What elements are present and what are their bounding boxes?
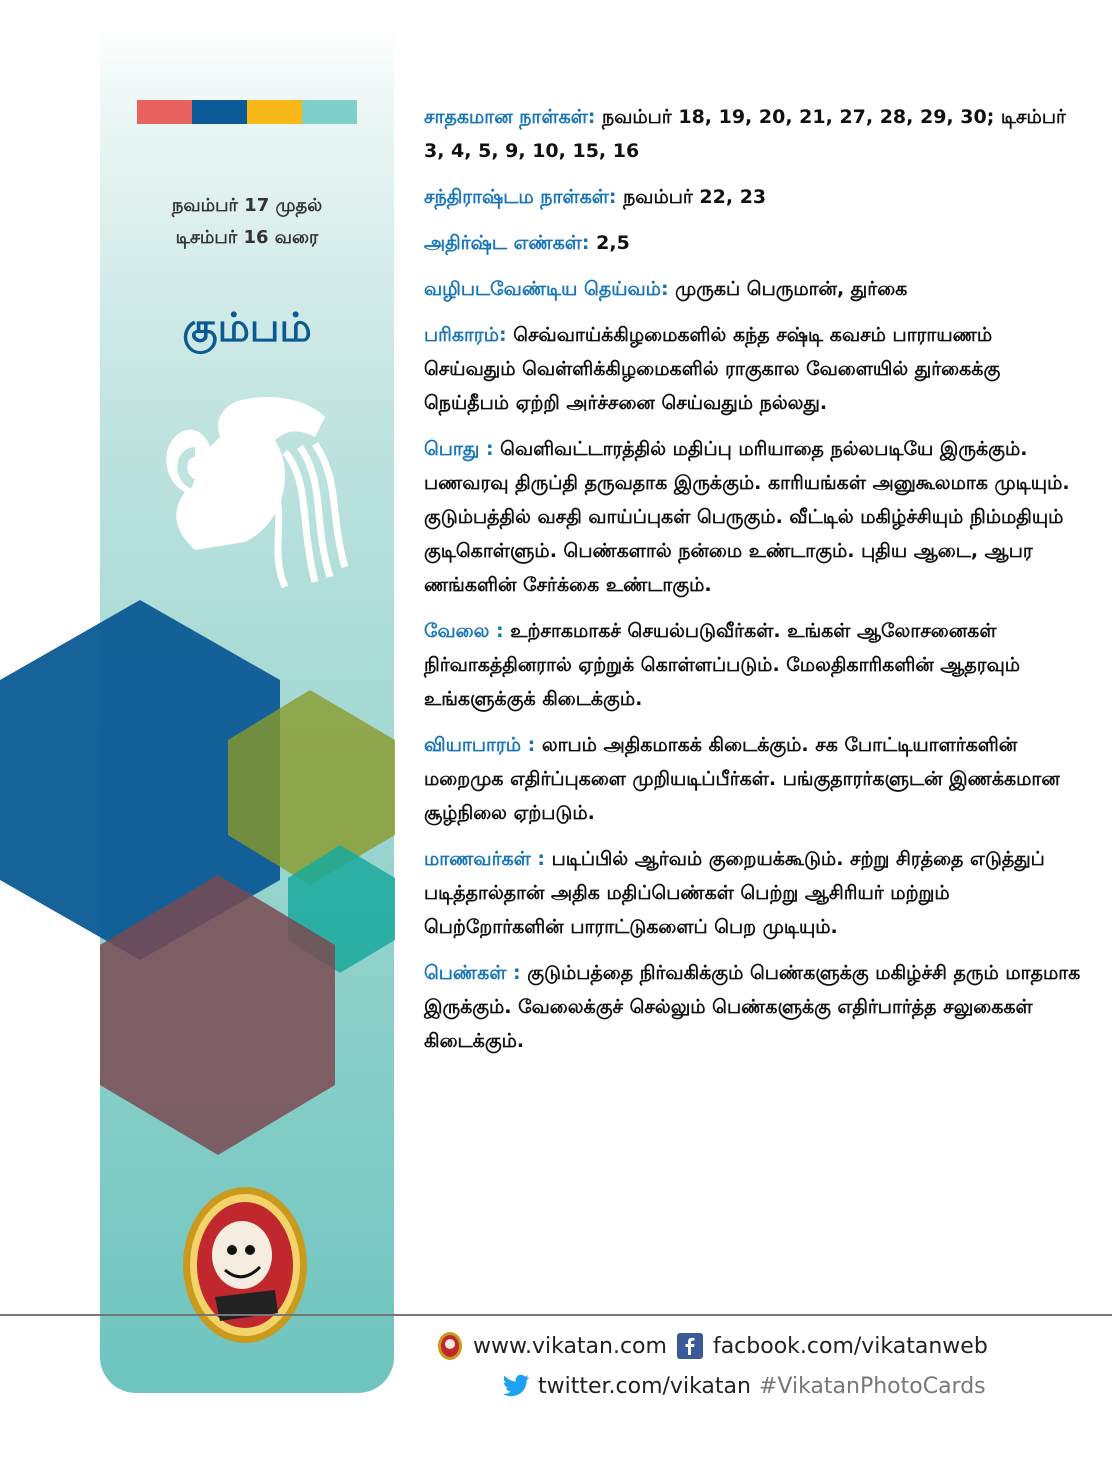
aquarius-pot-icon [135,392,365,592]
work-label: வேலை : [424,620,504,642]
women-label: பெண்கள் : [424,962,521,984]
favorable-days [424,100,1084,168]
business-label: வியாபாரம் : [424,734,536,756]
date-range-start: நவம்பர் 17 முதல் [171,195,323,216]
business [424,728,1084,830]
remedy-text: செவ்வாய்க்கிழமைகளில் கந்த சஷ்டி கவசம் பாராயணம் செய்வதும் வெள்ளிக்கிழமைகளில் ராகுகால வேளையில் துர்கைக்கு நெய்தீபம் ஏற்றி அர்ச்சனை செய்வதும் நல்லது. [424,324,1001,414]
chandrashtama-text: நவம்பர் 22, 23 [616,186,767,208]
color-strip-blue [192,100,247,124]
date-range-end: டிசம்பர் 16 வரை [175,227,319,248]
business-text: லாபம் அதிகமாகக் கிடைக்கும். சக போட்டியாளர்களின் மறைமுக எதிர்ப்புகளை முறியடிப்பீர்கள். பங்குதாரர்களுடன் இணக்கமான சூழ்நிலை ஏற்படும். [424,734,1060,824]
footer-divider [0,1314,1112,1316]
lucky-numbers-label: அதிர்ஷ்ட எண்கள்: [424,232,590,254]
facebook-icon [677,1333,703,1359]
date-range [100,190,394,254]
twitter-bird-icon [502,1374,530,1398]
vikatan-small-logo-icon [437,1331,463,1361]
vikatan-mascot-logo [180,1185,310,1345]
chandrashtama-label: சந்திராஷ்டம நாள்கள்: [424,186,617,208]
general [424,432,1084,602]
facebook-link[interactable]: facbook.com/vikatanweb [712,1333,988,1359]
website-link[interactable]: www.vikatan.com [473,1333,667,1359]
color-strip [137,100,357,124]
twitter-link[interactable]: twitter.com/vikatan [538,1373,751,1399]
deity-label: வழிபடவேண்டிய தெய்வம்: [424,278,669,300]
hashtag: #VikatanPhotoCards [758,1373,986,1399]
horoscope-content [424,100,1084,1070]
deity-text: முருகப் பெருமான், துர்கை [668,278,908,300]
general-text: வெளிவட்டாரத்தில் மதிப்பு மரியாதை நல்லபடியே இருக்கும். பணவரவு திருப்தி தருவதாக இருக்கும். காரியங்கள் அனுகூலமாக முடியும். குடும்பத்தில் வசதி வாய்ப்புகள் பெருகும். வீட்டில் மகிழ்ச்சியும் நிம்மதியும் குடிகொள்ளும். பெண்களால் நன்மை உண்டாகும். புதிய ஆடை, ஆபர ணங்களின் சேர்க்கை உண்டாகும். [424,438,1070,596]
footer-line-1 [437,1330,988,1362]
remedy-label: பரிகாரம்: [424,324,507,346]
deity [424,272,1084,306]
women [424,956,1084,1058]
favorable-days-text: நவம்பர் 18, 19, 20, 21, 27, 28, 29, 30; டிசம்பர் 3, 4, 5, 9, 10, 15, 16 [424,106,1066,162]
general-label: பொது : [424,438,494,460]
decorative-hexagons [0,590,400,1170]
work [424,614,1084,716]
students-label: மாணவர்கள் : [424,848,546,870]
zodiac-sign-title: கும்பம் [182,305,312,351]
chandrashtama-days [424,180,1084,214]
lucky-numbers-text: 2,5 [589,232,630,254]
students-text: படிப்பில் ஆர்வம் குறையக்கூடும். சற்று சிரத்தை எடுத்துப் படித்தால்தான் அதிக மதிப்பெண்கள் பெற்று ஆசிரியர் மற்றும் பெற்றோர்களின் பாராட்டுகளைப் பெற முடியும். [424,848,1045,938]
students [424,842,1084,944]
favorable-days-label: சாதகமான நாள்கள்: [424,106,596,128]
remedy [424,318,1084,420]
footer-line-2 [502,1370,986,1402]
color-strip-yellow [247,100,302,124]
color-strip-red [137,100,192,124]
color-strip-teal [302,100,357,124]
women-text: குடும்பத்தை நிர்வகிக்கும் பெண்களுக்கு மகிழ்ச்சி தரும் மாதமாக இருக்கும். வேலைக்குச் செல்லும் பெண்களுக்கு எதிர்பார்த்த சலுகைகள் கிடைக்கும். [424,962,1081,1052]
work-text: உற்சாகமாகச் செயல்படுவீர்கள். உங்கள் ஆலோசனைகள் நிர்வாகத்தினரால் ஏற்றுக் கொள்ளப்படும். மேலதிகாரிகளின் ஆதரவும் உங்களுக்குக் கிடைக்கும். [424,620,1021,710]
lucky-numbers [424,226,1084,260]
